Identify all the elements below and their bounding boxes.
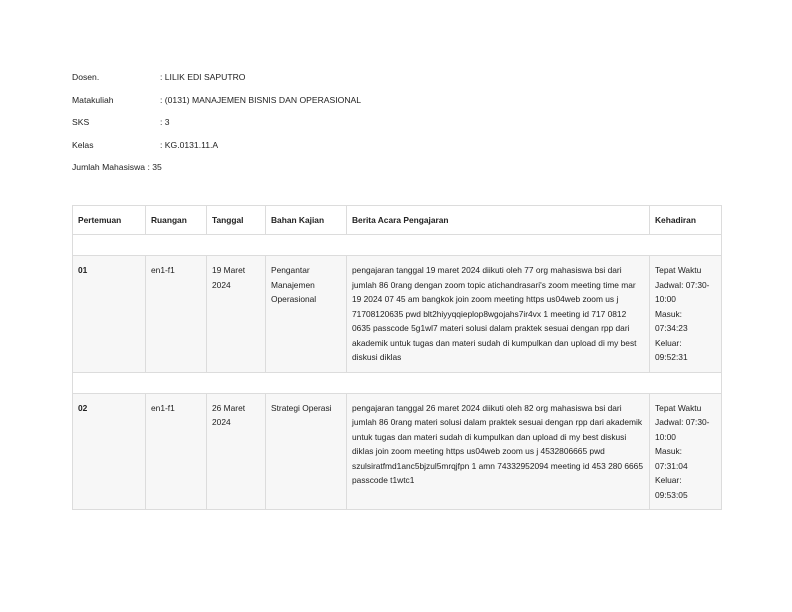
kehadiran-jadwal: Jadwal: 07:30-10:00 [655, 417, 710, 442]
cell-tanggal: 19 Maret 2024 [207, 256, 266, 373]
dosen-value: : LILIK EDI SAPUTRO [160, 72, 246, 82]
cell-berita-acara: pengajaran tanggal 26 maret 2024 diikuti oleh 82 org mahasiswa bsi dari jumlah 86 0rang materi solusi dalam praktek sesuai dengan rpp dari akademik untuk tugas dan materi sudah di kumpulkan dan upload di my best diskusi diklas join zoom meeting https us04web zoom us j 4532806665 pwd szulsiratfmd1anc5bjzul5mrqjfpn 1 amn 74332952094 meeting id 453 280 6665 passcode t1wtc1 [347, 393, 650, 510]
cell-kehadiran [650, 256, 722, 373]
kehadiran-masuk: Masuk: 07:31:04 [655, 446, 688, 471]
sks-label: SKS [72, 117, 90, 127]
kehadiran-masuk: Masuk: 07:34:23 [655, 308, 688, 333]
cell-pertemuan: 01 [73, 256, 146, 373]
table-header-row [73, 206, 722, 235]
table-row [73, 393, 722, 510]
kelas-label: Kelas [72, 139, 94, 150]
cell-ruangan: en1-f1 [146, 393, 207, 510]
table-row [73, 256, 722, 373]
cell-berita-acara: pengajaran tanggal 19 maret 2024 diikuti oleh 77 org mahasiswa bsi dari jumlah 86 0rang dengan zoom topic atichandrasari's zoom meeting time mar 19 2024 07 45 am bangkok join zoom meeting https us04web zoom us j 71708120635 pwd blt2hiyyqqieplop8wgojahs7ir4vx 1 meeting id 717 0812 0635 passcode 5g1wl7 materi solusi dalam praktek sesuai dengan rpp dari akademik untuk tugas dan materi sudah di kumpulkan dan upload di my best diskusi diklas [347, 256, 650, 373]
header-berita-acara: Berita Acara Pengajaran [347, 206, 650, 235]
kehadiran-status: Tepat Waktu [655, 402, 702, 413]
header-kehadiran: Kehadiran [650, 206, 722, 235]
cell-kehadiran [650, 393, 722, 510]
matakuliah-label: Matakuliah [72, 94, 114, 105]
cell-tanggal: 26 Maret 2024 [207, 393, 266, 510]
cell-pertemuan: 02 [73, 393, 146, 510]
kehadiran-jadwal: Jadwal: 07:30-10:00 [655, 279, 710, 304]
cell-bahan-kajian: Strategi Operasi [266, 393, 347, 510]
header-tanggal: Tanggal [207, 206, 266, 235]
cell-ruangan: en1-f1 [146, 256, 207, 373]
kehadiran-keluar: Keluar: 09:53:05 [655, 475, 688, 500]
matakuliah-value: : (0131) MANAJEMEN BISNIS DAN OPERASIONAL [160, 94, 362, 105]
jumlah-mahasiswa: Jumlah Mahasiswa : 35 [72, 162, 162, 172]
kelas-value: : KG.0131.11.A [160, 139, 219, 150]
kehadiran-keluar: Keluar: 09:52:31 [655, 337, 688, 362]
header-bahan-kajian: Bahan Kajian [266, 206, 347, 235]
cell-bahan-kajian: Pengantar Manajemen Operasional [266, 256, 347, 373]
header-pertemuan: Pertemuan [73, 206, 146, 235]
sks-value: : 3 [160, 117, 170, 127]
kehadiran-status: Tepat Waktu [655, 265, 702, 275]
dosen-label: Dosen. [72, 72, 100, 82]
header-ruangan: Ruangan [146, 206, 207, 235]
attendance-table [72, 205, 722, 510]
